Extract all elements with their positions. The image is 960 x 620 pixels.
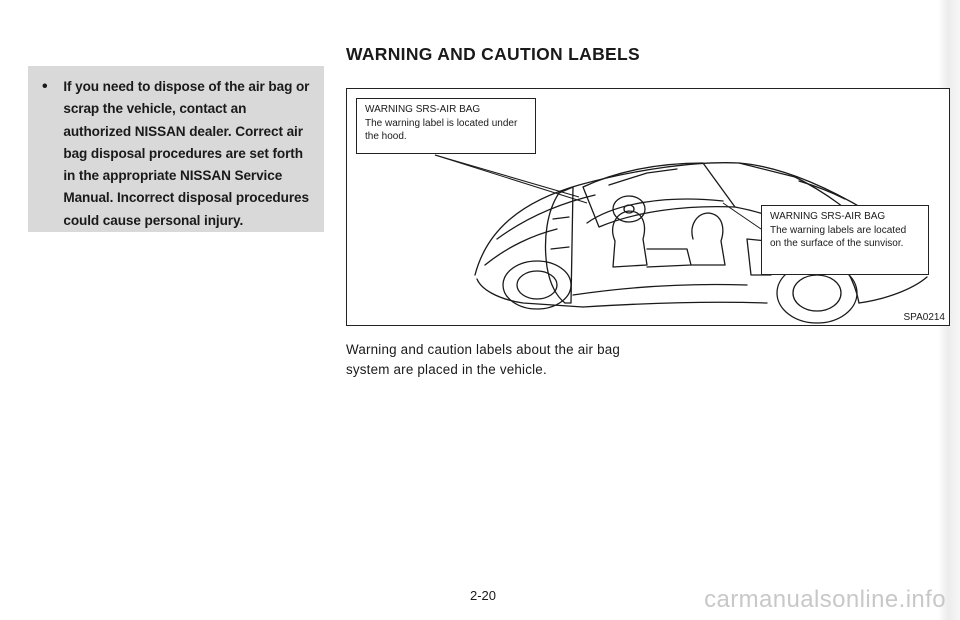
bullet: • [42,78,48,95]
warning-item [42,76,312,232]
warning-box [28,66,324,232]
figure-caption: Warning and caution labels about the air bag system are placed in the vehicle. [346,342,621,377]
callout-hood-title: WARNING SRS-AIR BAG [365,104,481,115]
warning-text: If you need to dispose of the air bag or scrap the vehicle, contact an authorized NISSAN dealer. Correct air bag disposal procedures are set forth in the appropriate NISSAN Service Manual. Incorrect disposal procedures could cause personal injury. [63,79,310,228]
callout-sunvisor-label [761,205,929,275]
callout-sunvisor-text: The warning labels are located on the surface of the sunvisor. [770,224,907,249]
car-illustration-figure [346,88,950,326]
figure-code: SPA0214 [903,312,945,323]
callout-hood-label [356,98,536,154]
page-number: 2-20 [470,588,497,603]
callout-sunvisor-title: WARNING SRS-AIR BAG [770,211,886,222]
section-heading: WARNING AND CAUTION LABELS [346,44,640,64]
callout-hood-text: The warning label is located under the hood. [365,117,518,142]
watermark: carmanualsonline.info [704,586,946,613]
